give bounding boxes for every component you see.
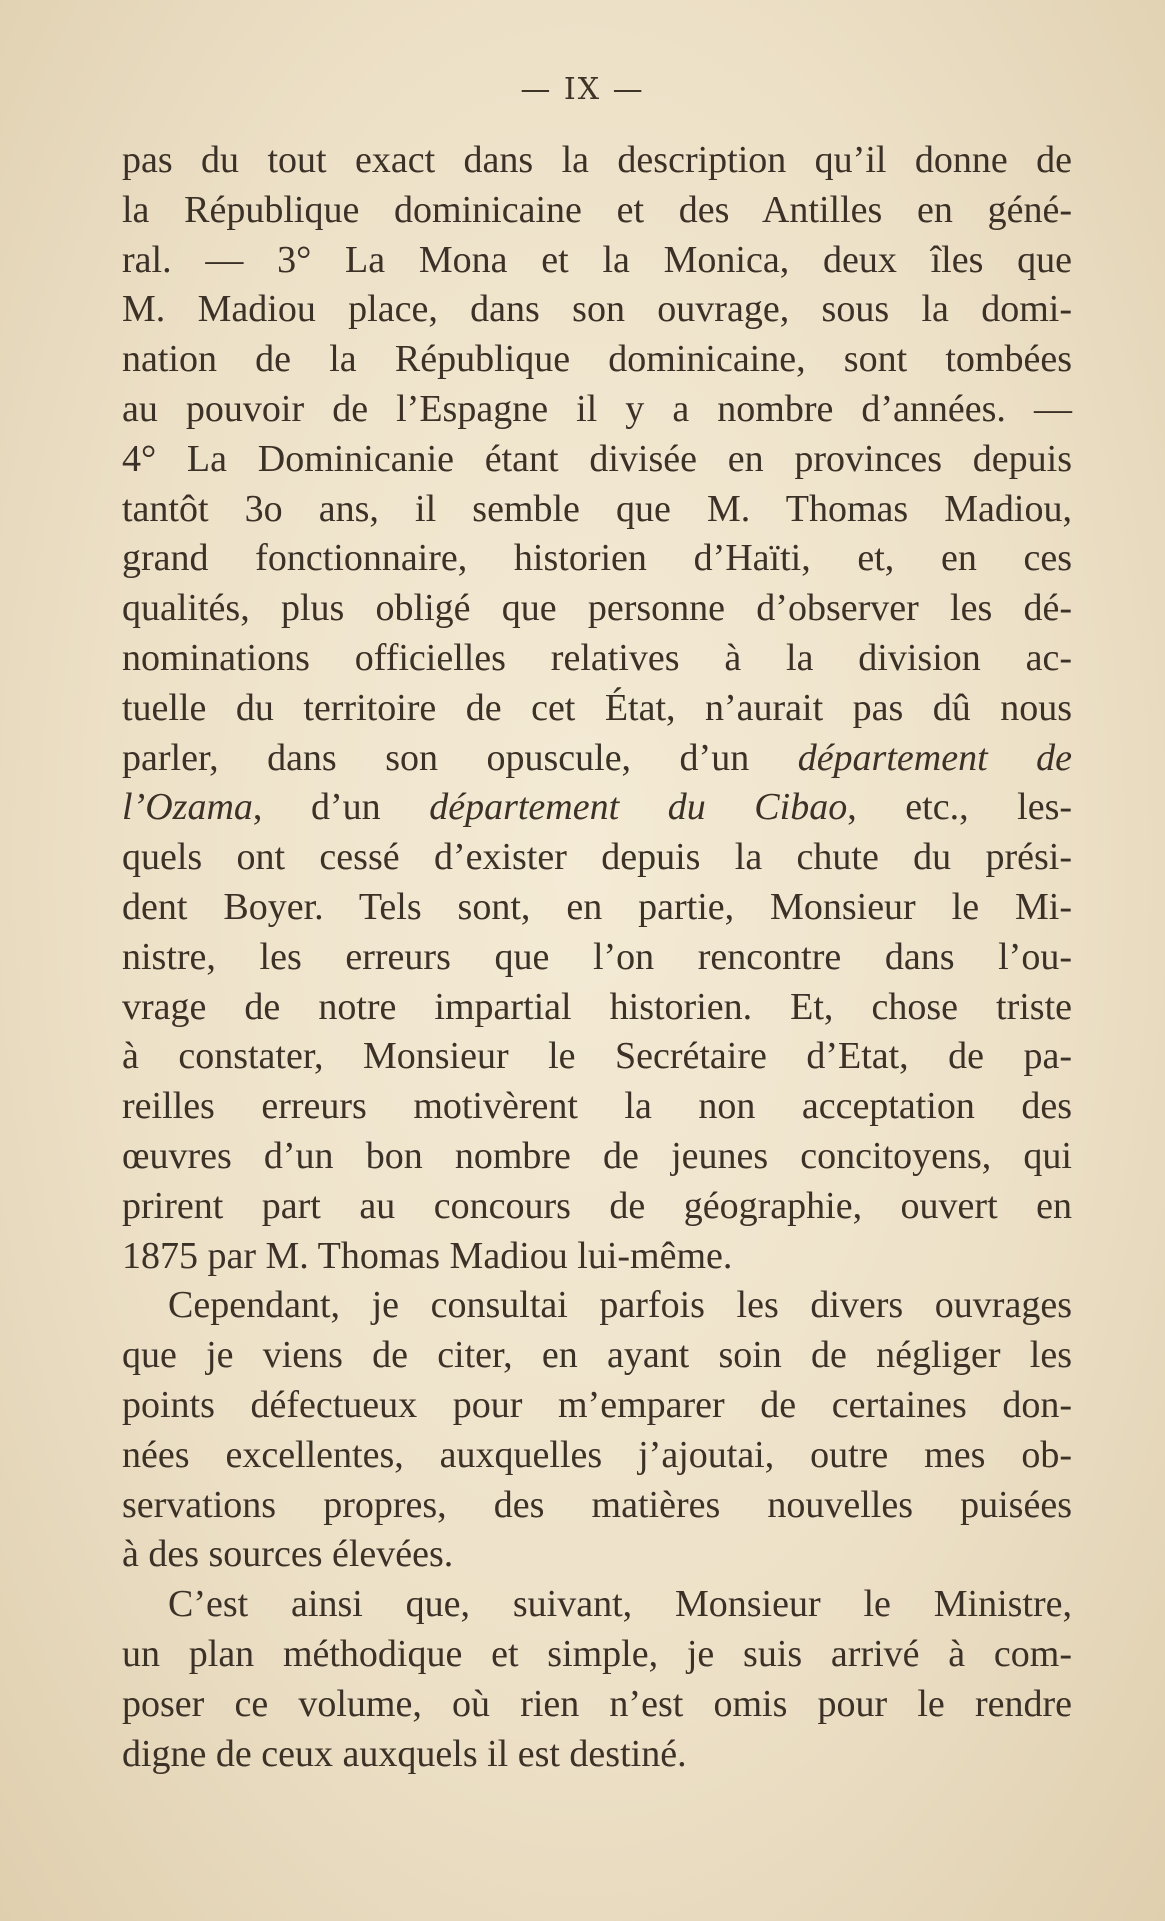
text-line: nées excellentes, auxquelles j’ajoutai, outre mes ob- <box>122 1433 1072 1476</box>
text-line: servations propres, des matières nouvelles puisées <box>122 1483 1072 1526</box>
text-line: poser ce volume, où rien n’est omis pour le rendre <box>122 1682 1072 1725</box>
text-line: que je viens de citer, en ayant soin de négliger les <box>122 1334 1072 1377</box>
italic-place-name: département du Cibao <box>429 786 848 829</box>
text-line: prirent part au concours de géographie, ouvert en <box>122 1184 1072 1227</box>
text-line: points défectueux pour m’emparer de certaines don- <box>122 1383 1072 1426</box>
text-line: nominations officielles relatives à la division ac- <box>122 636 1072 679</box>
text-segment: parler, dans son opuscule, d’un <box>122 736 798 779</box>
italic-place-name: l’Ozama <box>122 786 253 829</box>
text-line: grand fonctionnaire, historien d’Haïti, et, en ces <box>122 537 1072 580</box>
body-text <box>122 136 1072 1779</box>
text-line: reilles erreurs motivèrent la non acceptation des <box>122 1085 1072 1128</box>
text-line: la République dominicaine et des Antilles en géné- <box>122 188 1072 231</box>
text-line: nistre, les erreurs que l’on rencontre dans l’ou- <box>122 935 1072 978</box>
paragraph-first-line: Cependant, je consultai parfois les divers ouvrages <box>168 1284 1072 1327</box>
text-line-with-italic <box>122 783 1072 833</box>
text-line-with-italic <box>122 734 1072 784</box>
text-line: à constater, Monsieur le Secrétaire d’Etat, de pa- <box>122 1035 1072 1078</box>
italic-place-name: département de <box>797 736 1072 779</box>
text-line: 4° La Dominicanie étant divisée en provinces depuis <box>122 437 1072 480</box>
text-line: ral. — 3° La Mona et la Monica, deux îles que <box>122 238 1072 281</box>
text-line: digne de ceux auxquels il est destiné. <box>122 1732 687 1775</box>
page-number: — IX — <box>520 72 645 107</box>
text-line: qualités, plus obligé que personne d’observer les dé- <box>122 587 1072 630</box>
text-line: dent Boyer. Tels sont, en partie, Monsieur le Mi- <box>122 885 1072 928</box>
text-line: vrage de notre impartial historien. Et, chose triste <box>122 985 1072 1028</box>
text-line: œuvres d’un bon nombre de jeunes concitoyens, qui <box>122 1134 1072 1177</box>
text-segment: , d’un <box>252 786 430 829</box>
text-line: au pouvoir de l’Espagne il y a nombre d’années. — <box>122 387 1072 430</box>
text-line: nation de la République dominicaine, sont tombées <box>122 338 1072 381</box>
text-line: quels ont cessé d’exister depuis la chute du prési- <box>122 836 1072 879</box>
text-line: 1875 par M. Thomas Madiou lui-même. <box>122 1234 733 1277</box>
text-line: M. Madiou place, dans son ouvrage, sous la domi- <box>122 288 1072 331</box>
paragraph-first-line: C’est ainsi que, suivant, Monsieur le Ministre, <box>168 1583 1072 1626</box>
text-line: pas du tout exact dans la description qu’il donne de <box>122 139 1072 181</box>
text-line: un plan méthodique et simple, je suis arrivé à com- <box>122 1632 1072 1675</box>
text-line: tuelle du territoire de cet État, n’aurait pas dû nous <box>122 686 1072 729</box>
text-line: tantôt 3o ans, il semble que M. Thomas Madiou, <box>122 487 1072 530</box>
text-line: à des sources élevées. <box>122 1533 454 1576</box>
text-segment: , etc., les- <box>847 786 1073 829</box>
